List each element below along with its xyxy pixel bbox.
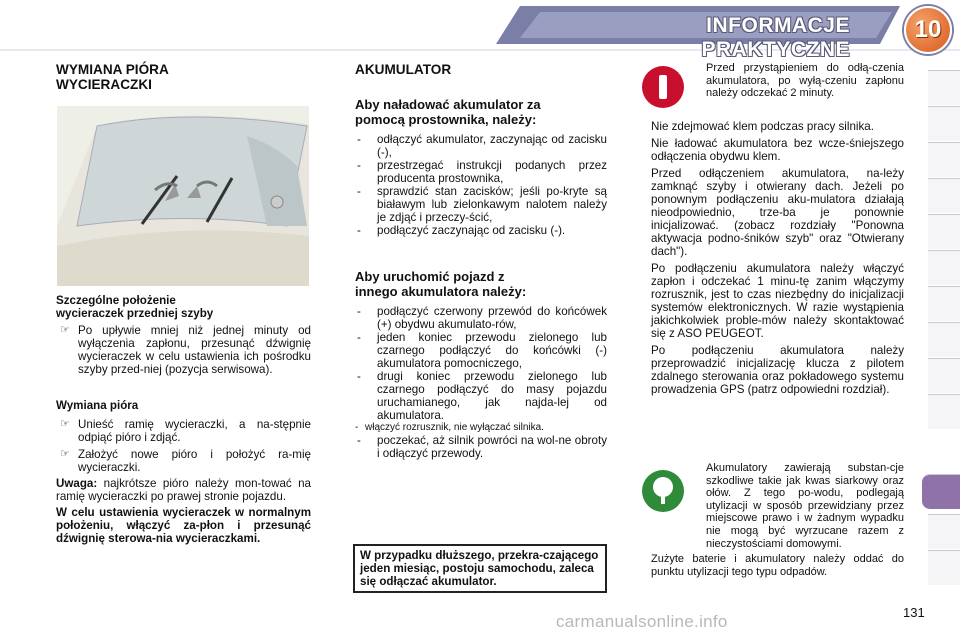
- list-item: - poczekać, aż silnik powróci na wol-ne obroty i odłączyć przewody.: [357, 434, 607, 460]
- list-item: - przestrzegać instrukcji podanych przez producenta prostownika,: [357, 159, 607, 185]
- side-tab[interactable]: [928, 550, 960, 585]
- eco-small-text: Zużyte baterie i akumulatory należy oddać do punktu utylizacji tego typu odpadów.: [651, 553, 904, 578]
- side-tab[interactable]: [928, 286, 960, 321]
- side-tab-active[interactable]: [922, 474, 960, 509]
- chapter-badge: [904, 6, 952, 54]
- normal-position-note: W celu ustawienia wycieraczek w normalnym położeniu, włączyć za-płon i przesunąć dźwignię sterowa-nia wycieraczkami.: [56, 506, 311, 545]
- list-item: ☞ Po upływie mniej niż jednej minuty od wyłączenia zapłonu, przesunąć dźwignię wycieraczek w celu ustawienia ich pośrodku szyby przed-niej (pozycja serwisowa).: [60, 324, 311, 376]
- side-tab-strip: [928, 70, 960, 630]
- wiper-title-line1: WYMIANA PIÓRA: [56, 62, 169, 77]
- note-paragraph: Nie ładować akumulatora bez wcze-śniejszego odłączenia obydwu klem.: [651, 137, 904, 163]
- list-item: - podłączyć czerwony przewód do końcówek (+) obydwu akumulato-rów,: [357, 305, 607, 331]
- jump-start-steps: [355, 305, 607, 460]
- charge-heading-line2: pomocą prostownika, należy:: [355, 112, 537, 127]
- hand-pointer-icon: ☞: [60, 448, 70, 460]
- hand-pointer-icon: ☞: [60, 418, 70, 430]
- chapter-number: 10: [914, 16, 942, 43]
- caution-note: Uwaga: najkrótsze pióro należy mon-tować na ramię wycieraczki po prawej stronie pojazdu.: [56, 477, 311, 503]
- eco-text: Akumulatory zawierają substan-cje szkodliwe takie jak kwas siarkowy oraz ołów. Z tego po-wodu, podlegają utylizacji w sposób przewidziany przez miejscowe prawo i w żadnym wypadku nie mogą być wyrzucane razem z nieczystościami domowymi.: [706, 462, 904, 550]
- note-paragraph: Nie zdejmować klem podczas pracy silnika.: [651, 120, 874, 133]
- service-position-heading-line1: Szczególne położenie: [56, 294, 176, 307]
- side-tab[interactable]: [928, 394, 960, 429]
- note-paragraph: Po podłączeniu akumulatora należy przeprowadzić inicjalizację klucza z pilotem zdalnego sterowania oraz pokładowego systemu prowadzenia GPS (patrz odpowiedni rozdział).: [651, 344, 904, 396]
- warning-icon: [642, 66, 684, 108]
- chapter-title: INFORMACJE PRAKTYCZNE: [701, 14, 850, 61]
- list-item: ☞ Unieść ramię wycieraczki, a na-stępnie odpiąć pióro i zdjąć.: [60, 418, 311, 444]
- warning-note: Przed przystąpieniem do odłą-czenia akumulatora, po wyłą-czeniu zapłonu należy odczekać 2 minuty.: [706, 62, 904, 99]
- replace-blade-heading: Wymiana pióra: [56, 399, 139, 412]
- side-tab[interactable]: [928, 358, 960, 393]
- side-tab[interactable]: [928, 322, 960, 357]
- wiper-instructions: [56, 294, 311, 545]
- battery-column: [355, 62, 607, 460]
- charge-heading-line1: Aby naładować akumulator za: [355, 97, 541, 112]
- service-position-heading-line2: wycieraczek przedniej szyby: [56, 307, 214, 320]
- long-parking-box: W przypadku dłuższego, przekra-czającego jeden miesiąc, postoju samochodu, zaleca się odłączać akumulator.: [353, 544, 607, 593]
- wiper-title-line2: WYCIERACZKI: [56, 77, 152, 92]
- list-item: - drugi koniec przewodu zielonego lub czarnego podłączyć do masy pojazdu uruchamianego, jak najda-lej od akumulatora.: [357, 370, 607, 422]
- list-item: - włączyć rozrusznik, nie wyłączać silnika.: [355, 422, 544, 433]
- page-number: 131: [903, 605, 925, 620]
- side-tab[interactable]: [928, 178, 960, 213]
- battery-notes: [651, 120, 904, 396]
- battery-title: AKUMULATOR: [355, 62, 452, 77]
- windscreen-wiper-illustration: [57, 106, 309, 286]
- side-tab[interactable]: [928, 514, 960, 549]
- charge-steps: [355, 133, 607, 237]
- jump-start-heading-line1: Aby uruchomić pojazd z: [355, 269, 505, 284]
- note-paragraph: Przed odłączeniem akumulatora, na-leży zamknąć szyby i otwierany dach. Jeżeli po ponownym podłączeniu aku-mulatora działają nieodpowiednio, trze-ba je ponownie inicjalizować. (zobacz rozdziały "Ponowna aktywacja podno-śników szyb" oraz "Otwierany dach").: [651, 167, 904, 258]
- side-tab[interactable]: [928, 106, 960, 141]
- list-item: - podłączyć zaczynając od zacisku (-).: [357, 224, 566, 237]
- list-item: ☞ Założyć nowe pióro i położyć ra-mię wycieraczki.: [60, 448, 311, 474]
- side-tab[interactable]: [928, 250, 960, 285]
- list-item: - sprawdzić stan zacisków; jeśli po-kryte są białawym lub zielonkawym nalotem należy je zdjąć i przeczy-ścić,: [357, 185, 607, 224]
- side-tab[interactable]: [928, 70, 960, 105]
- note-paragraph: Po podłączeniu akumulatora należy włączyć zapłon i odczekać 1 minu-tę zanim włączymy rozrusznik, jest to czas niezbędny do inicjalizacji systemów elektronicznych. W razie wystąpienia jakichkolwiek proble-mów należy skontaktować się z ASO PEUGEOT.: [651, 262, 904, 340]
- watermark: carmanualsonline.info: [556, 612, 728, 631]
- side-tab[interactable]: [928, 214, 960, 249]
- list-item: - odłączyć akumulator, zaczynając od zacisku (-),: [357, 133, 607, 159]
- eco-note: [651, 462, 904, 578]
- side-tab[interactable]: [928, 142, 960, 177]
- wiper-column: [56, 62, 311, 92]
- jump-start-heading-line2: innego akumulatora należy:: [355, 284, 527, 299]
- hand-pointer-icon: ☞: [60, 324, 70, 336]
- list-item: - jeden koniec przewodu zielonego lub czarnego podłączyć do końcówki (-) akumulatora pomocniczego,: [357, 331, 607, 370]
